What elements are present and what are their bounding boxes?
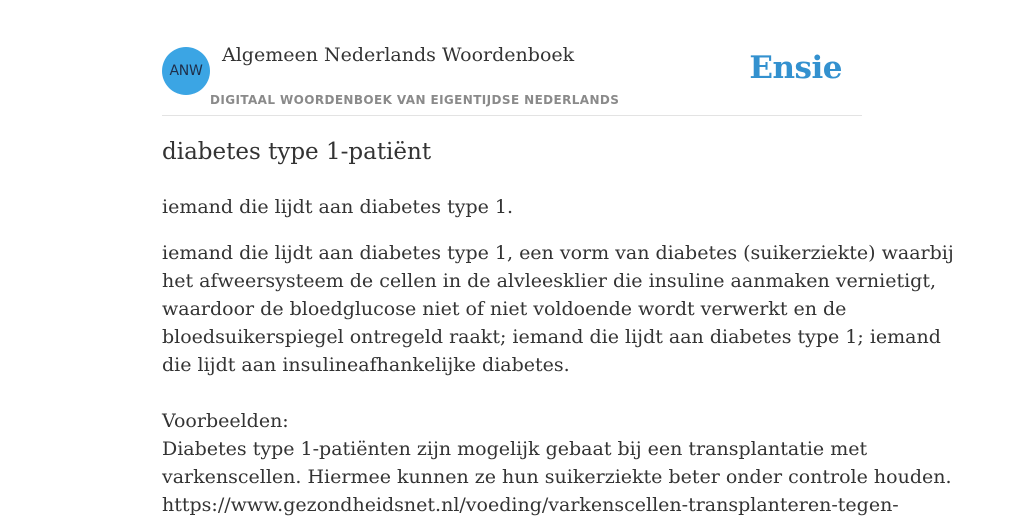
definition-line: iemand die lijdt aan diabetes type 1, een vorm van diabetes (suikerziekte) waarbij xyxy=(162,242,954,264)
site-subtitle: DIGITAAL WOORDENBOEK VAN EIGENTIJDSE NEDERLANDS xyxy=(210,93,620,107)
paragraph-spacer xyxy=(162,379,874,407)
site-title[interactable]: Algemeen Nederlands Woordenboek xyxy=(222,44,575,66)
definition-line: bloedsuikerspiegel ontregeld raakt; iemand die lijdt aan diabetes type 1; iemand xyxy=(162,326,941,348)
definition-line: waardoor de bloedglucose niet of niet voldoende wordt verwerkt en de xyxy=(162,298,847,320)
page xyxy=(162,0,954,516)
definition-line: het afweersysteem de cellen in de alvleesklier die insuline aanmaken vernietigt, xyxy=(162,270,936,292)
anw-logo[interactable]: ANW xyxy=(162,47,210,95)
short-definition: iemand die lijdt aan diabetes type 1. xyxy=(162,196,514,218)
example-source-link[interactable]: https://www.gezondheidsnet.nl/voeding/varkenscellen-transplanteren-tegen- xyxy=(162,494,899,516)
definition-line: die lijdt aan insulineafhankelijke diabetes. xyxy=(162,354,570,376)
definition-body xyxy=(162,239,954,519)
example-line: Diabetes type 1-patiënten zijn mogelijk gebaat bij een transplantatie met xyxy=(162,438,868,460)
ensie-logo[interactable]: Ensie xyxy=(749,50,842,86)
examples-heading: Voorbeelden: xyxy=(162,410,289,432)
example-line: varkenscellen. Hiermee kunnen ze hun suikerziekte beter onder controle houden. xyxy=(162,466,952,488)
entry-title: diabetes type 1-patiënt xyxy=(162,139,432,165)
site-header xyxy=(162,0,862,116)
